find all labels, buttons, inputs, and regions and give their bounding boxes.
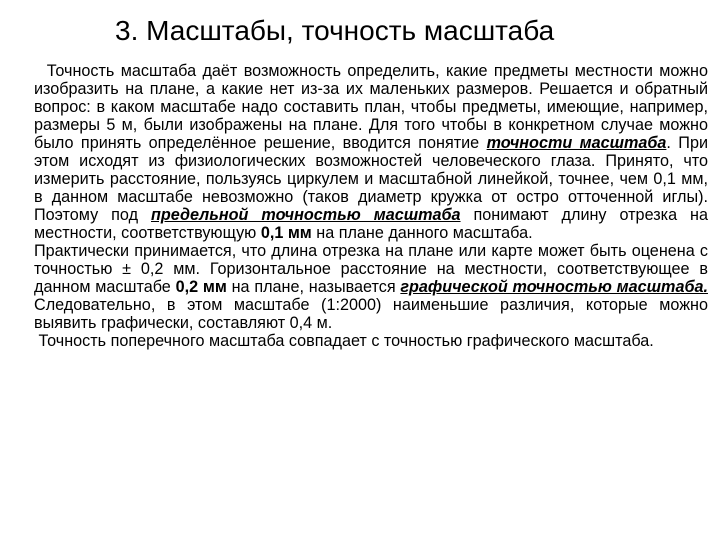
paragraph-1-text-1: Точность масштаба даёт возможность определить, какие предметы местности можно изобразить на плане, а какие нет из-за их маленьких размеров. Решается и обратный вопрос: в каком масштабе надо составить план, чтобы предметы, имеющие, например, размеры 5 м, были изображены на плане. Для того чтобы в конкретном случае можно было принять определённое решение, вводится понятие (34, 62, 713, 152)
paragraph-2-text-1: Практически принимается, что длина отрезка на плане или карте может быть оценена с точностью ± 0,2 мм. Горизонтальное расстояние на местности, соответствующее в данном масштабе (34, 242, 708, 296)
paragraph-1-text-4: на плане данного масштаба. (311, 224, 533, 242)
paragraph-2-text-3: Следовательно, в этом масштабе (1:2000) наименьшие различия, которые можно выявить графически, составляют 0,4 м. (34, 296, 708, 332)
value-0-2-mm: 0,2 мм (175, 278, 227, 296)
value-0-1-mm: 0,1 мм (260, 224, 312, 242)
paragraph-2-text-2: на плане, называется (226, 278, 401, 296)
page-title: 3. Масштабы, точность масштаба (115, 15, 555, 46)
term-graphic-scale-accuracy: графической точностью масштаба. (400, 278, 708, 296)
paragraph-1 (34, 62, 713, 242)
paragraph-2 (34, 242, 708, 332)
paragraph-3 (34, 332, 708, 350)
term-limit-scale-accuracy: предельной точностью масштаба (151, 206, 461, 224)
paragraph-1-text-3: понимают длину отрезка на местности, соответствующую (34, 206, 713, 242)
paragraph-1-text-2: . При этом исходят из физиологических возможностей человеческого глаза. Принято, что измерить расстояние, пользуясь циркулем и масштабной линейкой, точнее, чем 0,1 мм, в данном масштабе невозможно (таков диаметр кружка от остро отточенной иглы). Поэтому под (34, 134, 713, 224)
term-scale-accuracy: точности масштаба (486, 134, 667, 152)
paragraph-3-text-1: Точность поперечного масштаба совпадает с точностью графического масштаба. (34, 332, 654, 350)
body-text (34, 62, 713, 350)
